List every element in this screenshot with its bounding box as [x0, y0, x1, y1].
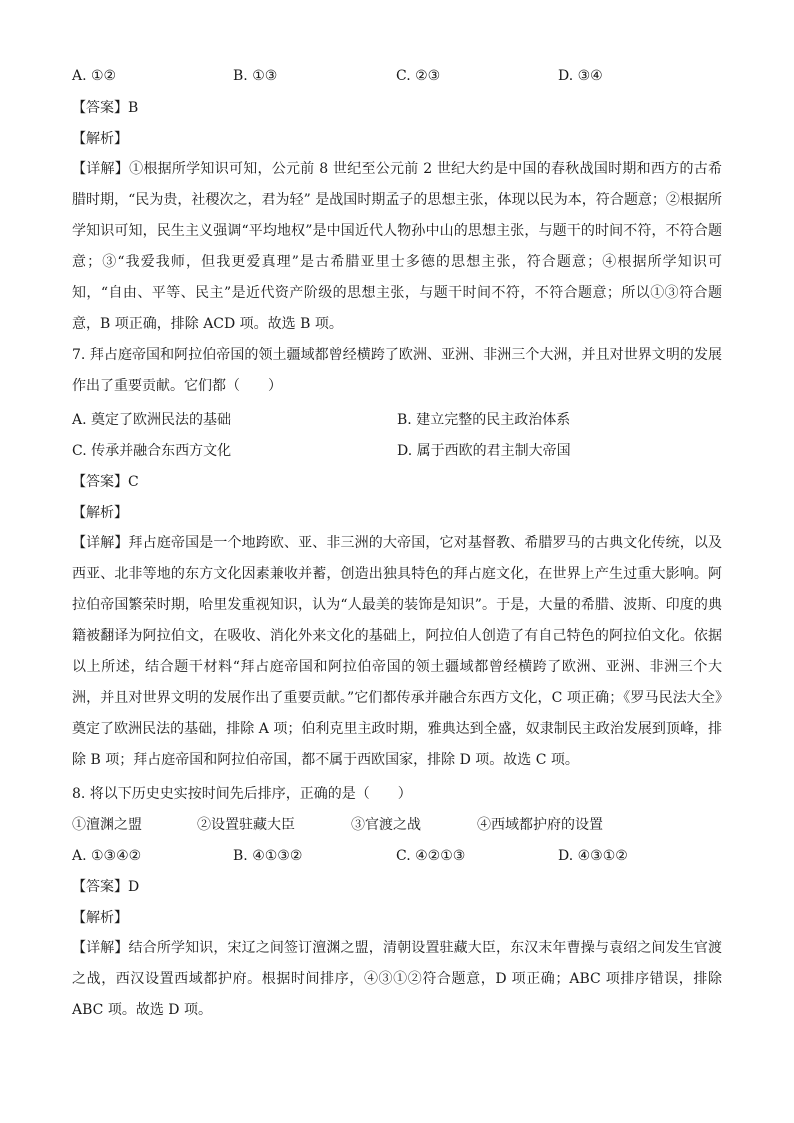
q8-item-1: ①澶渊之盟 [72, 817, 142, 833]
detail-label: 【详解】 [72, 535, 129, 551]
q8-analysis-label: 【解析】 [72, 910, 128, 926]
answer-value: D [128, 879, 140, 895]
q8-item-4: ④西域都护府的设置 [477, 817, 603, 833]
q7-analysis-label: 【解析】 [72, 505, 128, 521]
q7-option-a: A. 奠定了欧洲民法的基础 [72, 412, 232, 428]
q6-detail [72, 154, 722, 340]
answer-label: 【答案】 [72, 474, 128, 490]
q8-item-2: ②设置驻藏大臣 [197, 817, 295, 833]
detail-text: 拜占庭帝国是一个地跨欧、亚、非三洲的大帝国，它对基督教、希腊罗马的古典文化传统，以及西亚、北非等地的东方文化因素兼收并蓄，创造出独具特色的拜占庭文化，在世界上产生过重大影响。阿拉伯帝国繁荣时期，哈里发重视知识，认为“人最美的装饰是知识”。于是，大量的希腊、波斯、印度的典籍被翻译为阿拉伯文，在吸收、消化外来文化的基础上，阿拉伯人创造了有自己特色的阿拉伯文化。依据以上所述，结合题干材料“拜占庭帝国和阿拉伯帝国的领土疆域都曾经横跨了欧洲、亚洲、非洲三个大洲，并且对世界文明的发展作出了重要贡献。”它们都传承并融合东西方文化，C 项正确；《罗马民法大全》奠定了欧洲民法的基础，排除 A 项；伯利克里主政时期，雅典达到全盛，奴隶制民主政治发展到顶峰，排除 B 项；拜占庭帝国和阿拉伯帝国，都不属于西欧国家，排除 D 项。故选 C 项。 [72, 535, 723, 768]
detail-text: 结合所学知识，宋辽之间签订澶渊之盟，清朝设置驻藏大臣，东汉末年曹操与袁绍之间发生官渡之战，西汉设置西域都护府。根据时间排序，④③①②符合题意，D 项正确；ABC 项排序错误，排除 ABC 项。故选 D 项。 [72, 940, 723, 1018]
q6-option-a: A. ①② [72, 68, 117, 84]
q7-stem [72, 340, 722, 402]
question-stem: 7. 拜占庭帝国和阿拉伯帝国的领土疆域都曾经横跨了欧洲、亚洲、非洲三个大洲，并且对世界文明的发展作出了重要贡献。它们都（ ） [72, 347, 722, 394]
q6-analysis-label: 【解析】 [72, 131, 128, 147]
q8-detail [72, 933, 722, 1026]
answer-value: B [128, 100, 139, 116]
q7-option-d: D. 属于西欧的君主制大帝国 [397, 443, 571, 459]
q7-option-c: C. 传承并融合东西方文化 [72, 443, 232, 459]
q8-option-d: D. ④③①② [558, 848, 628, 864]
q8-answer [72, 877, 139, 897]
q7-answer [72, 472, 139, 492]
answer-label: 【答案】 [72, 100, 128, 116]
detail-label: 【详解】 [72, 940, 129, 956]
q8-item-3: ③官渡之战 [351, 817, 421, 833]
answer-value: C [128, 474, 139, 490]
q8-stem: 8. 将以下历史史实按时间先后排序，正确的是（ ） [72, 786, 412, 802]
detail-text: ①根据所学知识可知，公元前 8 世纪至公元前 2 世纪大约是中国的春秋战国时期和西方的古希腊时期，“民为贵，社稷次之，君为轻” 是战国时期孟子的思想主张，体现以民为本，符合题意；②根据所学知识可知，民生主义强调“平均地权”是中国近代人物孙中山的思想主张，与题干的时间不符，不符合题意；③“我爱我师，但我更爱真理”是古希腊亚里士多德的思想主张，符合题意；④根据所学知识可知，“自由、平等、民主”是近代资产阶级的思想主张，与题干时间不符，不符合题意；所以①③符合题意，B 项正确，排除 ACD 项。故选 B 项。 [72, 161, 722, 332]
q8-option-b: B. ④①③② [233, 848, 303, 864]
q6-option-d: D. ③④ [558, 68, 603, 84]
q6-option-b: B. ①③ [233, 68, 278, 84]
q7-option-b: B. 建立完整的民主政治体系 [397, 412, 571, 428]
q6-answer [72, 98, 138, 118]
detail-label: 【详解】 [72, 161, 130, 177]
q7-detail [72, 528, 722, 776]
answer-label: 【答案】 [72, 879, 128, 895]
q8-option-a: A. ①③④② [72, 848, 142, 864]
q6-option-c: C. ②③ [396, 68, 441, 84]
q8-option-c: C. ④②①③ [396, 848, 466, 864]
